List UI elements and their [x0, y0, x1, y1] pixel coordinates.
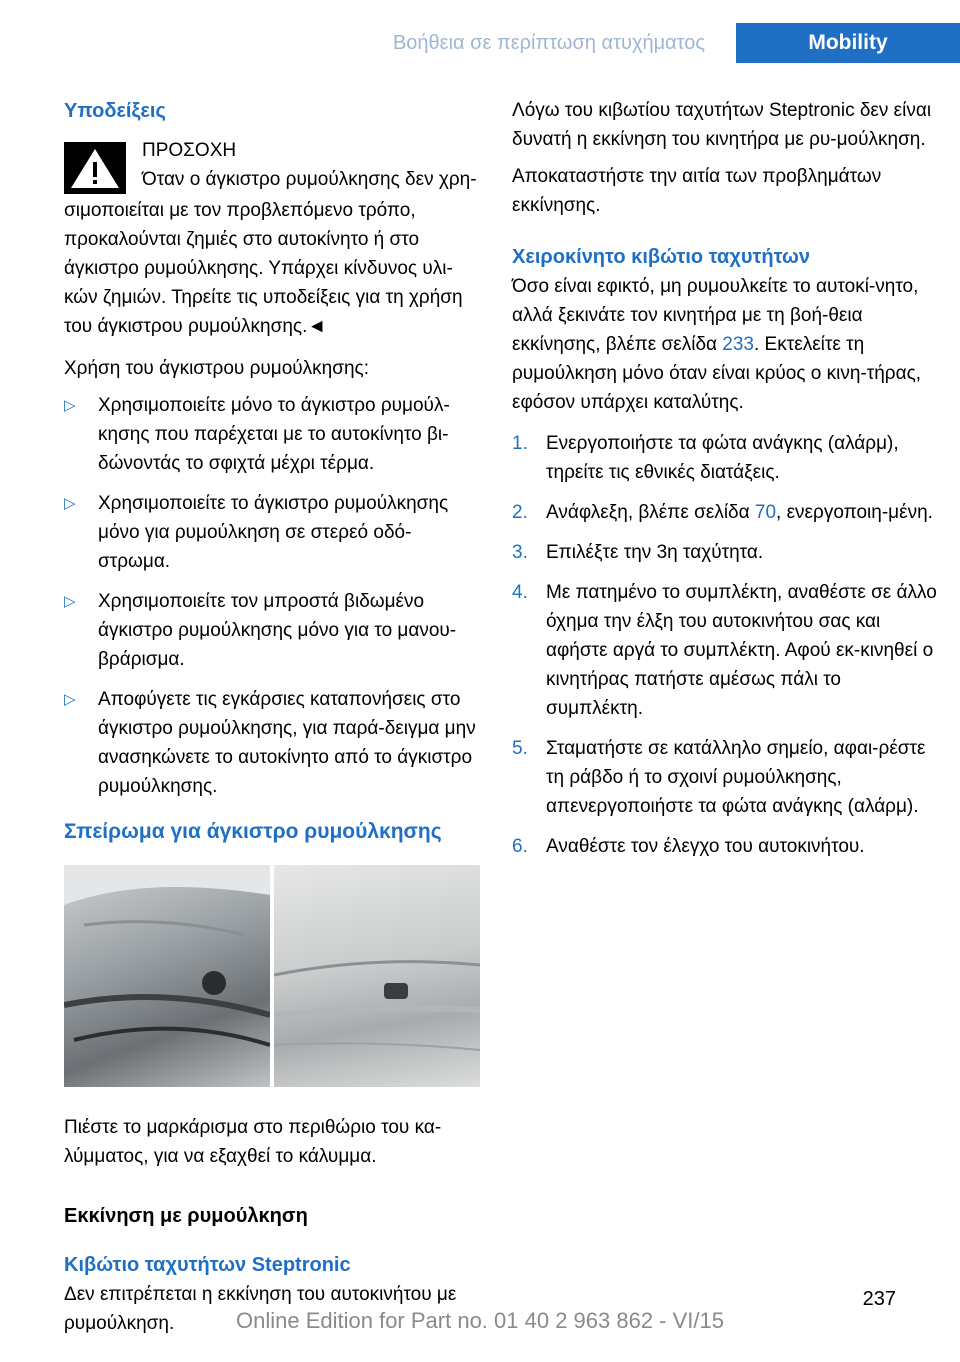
fix-cause-para: Αποκαταστήστε την αιτία των προβλημάτων εκκίνησης.	[512, 166, 882, 216]
page-link-233[interactable]: 233	[722, 334, 754, 355]
list-item: ▷ Αποφύγετε τις εγκάρσιες καταπονήσεις στο άγκιστρο ρυμούλκησης, για παρά‐δειγμα μην ανασηκώνετε το αυτοκίνητο από το άγκιστρο ρυμούλκησης.	[64, 685, 482, 801]
steptronic-text: Δεν επιτρέπεται η εκκίνηση του αυτοκινήτου με ρυμούλκηση.	[64, 1284, 457, 1334]
list-item: ▷ Χρησιμοποιείτε τον μπροστά βιδωμένο άγκιστρο ρυμούλκησης μόνο για το μανου‐βράρισμα.	[64, 587, 482, 674]
triangle-bullet-icon: ▷	[64, 495, 76, 512]
steptronic-para: Λόγω του κιβωτίου ταχυτήτων Steptronic δεν είναι δυνατή η εκκίνηση του κινητήρα με ρυ‐μούλκηση.	[512, 100, 932, 150]
usage-bullet-list	[64, 391, 482, 801]
warning-text-rest: σιμοποιείται με τον προβλεπόμενο τρόπο, προκαλούνται ζημιές στο αυτοκίνητο ή στο άγκιστρο ρυμούλκησης. Υπάρχει κίνδυνος υλι‐κών ζημιών. Τηρείτε τις υποδείξεις για τη χρήση του άγκιστρου ρυμούλκησης.◄	[64, 200, 463, 337]
right-column	[512, 96, 938, 872]
list-item: 5. Σταματήστε σε κατάλληλο σημείο, αφαι‐ρέστε τη ράβδο ή το σχοινί ρυμούλκησης, απενεργοποιήστε τα φώτα ανάγκης (αλάρμ).	[512, 738, 926, 817]
warning-text-first: Όταν ο άγκιστρο ρυμούλκησης δεν χρη‐	[142, 169, 477, 190]
list-item: 1. Ενεργοποιήστε τα φώτα ανάγκης (αλάρμ), τηρείτε τις εθνικές διατάξεις.	[512, 433, 899, 483]
left-column	[64, 96, 482, 1338]
heading-manual: Χειροκίνητο κιβώτιο ταχυτήτων	[512, 246, 811, 268]
list-item: 6. Αναθέστε τον έλεγχο του αυτοκινήτου.	[512, 836, 865, 857]
page-number: 237	[862, 1288, 896, 1310]
warning-block	[64, 136, 482, 196]
bumper-photo-left	[64, 865, 270, 1087]
triangle-bullet-icon: ▷	[64, 691, 76, 708]
triangle-bullet-icon: ▷	[64, 397, 76, 414]
photo-caption: Πιέστε το μαρκάρισμα στο περιθώριο του κα‐λύμματος, για να εξαχθεί το κάλυμμα.	[64, 1117, 442, 1167]
header-section-title: Βοήθεια σε περίπτωση ατυχήματος	[392, 32, 706, 54]
manual-para: Όσο είναι εφικτό, μη ρυμουλκείτε το αυτοκί‐νητο, αλλά ξεκινάτε τον κινητήρα με τη βοή‐θεια εκκίνησης, βλέπε σελίδα 233. Εκτελείτε τη ρυμούλκηση μόνο όταν είναι κρύος ο κινη‐τήρας, εφόσον υπάρχει καταλύτης.	[512, 276, 922, 413]
heading-steptronic: Κιβώτιο ταχυτήτων Steptronic	[64, 1254, 351, 1276]
list-item: ▷ Χρησιμοποιείτε το άγκιστρο ρυμούλκησης μόνο για ρυμούλκηση σε στερεό οδό‐στρωμα.	[64, 489, 482, 576]
list-item: ▷ Χρησιμοποιείτε μόνο το άγκιστρο ρυμούλ‐κησης που παρέχεται με το αυτοκίνητο βι‐δώνοντάς το σφιχτά μέχρι τέρμα.	[64, 391, 482, 478]
heading-thread: Σπείρωμα για άγκιστρο ρυμούλκησης	[64, 820, 442, 843]
edition-footer: Online Edition for Part no. 01 40 2 963 862 - VI/15	[236, 1308, 724, 1333]
tow-start-steps	[512, 429, 938, 861]
heading-tips: Υποδείξεις	[64, 100, 166, 122]
header-tab-mobility[interactable]: Mobility	[736, 23, 960, 63]
tow-hook-thread-photo	[64, 865, 480, 1087]
warning-triangle-icon	[64, 142, 126, 194]
page-link-70[interactable]: 70	[754, 502, 777, 523]
list-item: 3. Επιλέξτε την 3η ταχύτητα.	[512, 542, 764, 563]
warning-title: ΠΡΟΣΟΧΗ	[142, 140, 237, 161]
heading-tow-start: Εκκίνηση με ρυμούλκηση	[64, 1205, 308, 1227]
bumper-photo-right	[274, 865, 480, 1087]
triangle-bullet-icon: ▷	[64, 593, 76, 610]
list-item: 2. Ανάφλεξη, βλέπε σελίδα 70, ενεργοποιη‐μένη.	[512, 502, 933, 523]
usage-intro: Χρήση του άγκιστρου ρυμούλκησης:	[64, 358, 369, 379]
list-item: 4. Με πατημένο το συμπλέκτη, αναθέστε σε άλλο όχημα την έλξη του αυτοκινήτου σας και αφήστε αργά το συμπλέκτη. Αφού εκ‐κινηθεί ο κινητήρας πατήστε αμέσως πάλι το συμπλέκτη.	[512, 582, 937, 719]
